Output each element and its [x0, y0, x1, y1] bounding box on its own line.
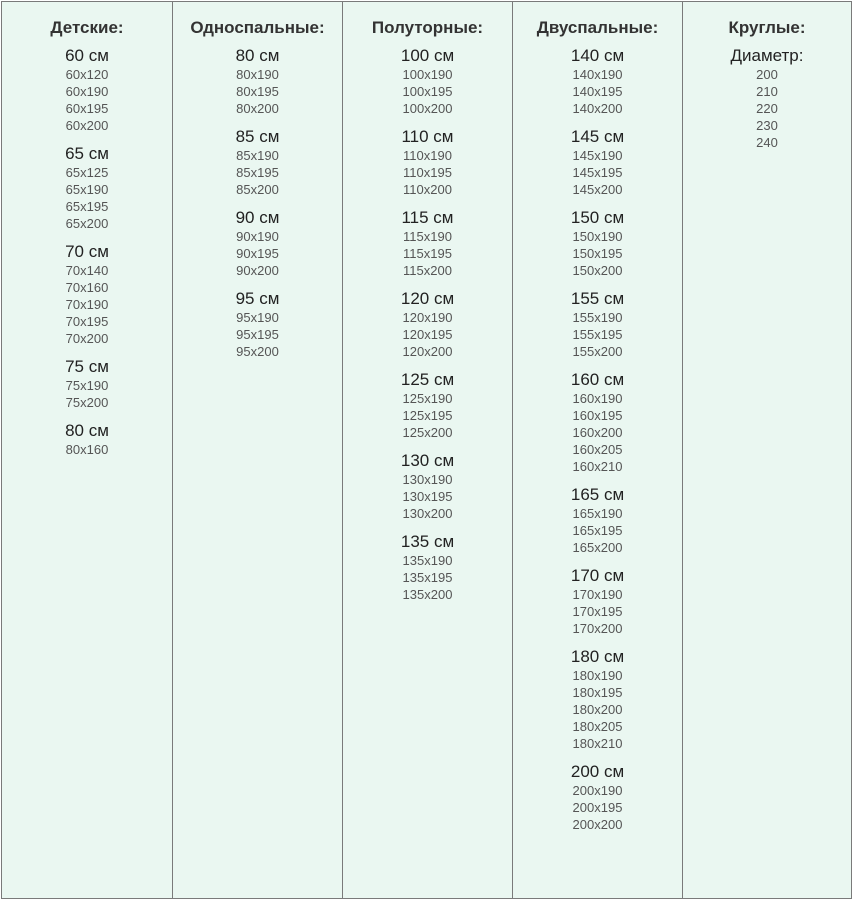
- size-item: 135x190: [402, 553, 453, 568]
- size-group-title: 160 см: [570, 370, 625, 389]
- size-groups: [2, 44, 172, 458]
- size-group: [513, 485, 682, 556]
- size-item: 165x200: [572, 540, 623, 555]
- size-item: 150x195: [572, 246, 623, 261]
- size-item: 120x190: [402, 310, 453, 325]
- size-item: 95x195: [236, 327, 279, 342]
- size-group-title: 75 см: [65, 357, 109, 376]
- size-item: 90x190: [236, 229, 279, 244]
- size-group-title: 200 см: [570, 762, 625, 781]
- size-group-title: 155 см: [570, 289, 625, 308]
- size-item: 165x190: [572, 506, 623, 521]
- size-item: 75x190: [65, 378, 109, 393]
- size-item: 135x200: [402, 587, 453, 602]
- size-item: 115x195: [403, 246, 452, 261]
- size-item: 160x210: [572, 459, 623, 474]
- size-group-title: 145 см: [570, 127, 625, 146]
- size-group-title: 65 см: [65, 144, 109, 163]
- column-round: [683, 2, 851, 898]
- size-group: [513, 647, 682, 752]
- size-item: 110x195: [403, 165, 452, 180]
- size-item: 115x190: [403, 229, 452, 244]
- size-group: [343, 46, 512, 117]
- size-item: 70x190: [65, 297, 109, 312]
- size-item: 120x200: [402, 344, 453, 359]
- size-item: 125x190: [402, 391, 453, 406]
- size-item: 200: [756, 67, 778, 82]
- size-group: [173, 208, 342, 279]
- size-group: [513, 762, 682, 833]
- size-item: 60x195: [65, 101, 109, 116]
- size-item: 85x200: [236, 182, 279, 197]
- size-item: 160x195: [572, 408, 623, 423]
- column-header: Круглые:: [728, 18, 806, 37]
- size-group: [2, 144, 172, 232]
- size-item: 85x190: [236, 148, 279, 163]
- size-item: 80x190: [236, 67, 279, 82]
- size-item: 200x200: [572, 817, 623, 832]
- column-single: [173, 2, 343, 898]
- size-item: 230: [756, 118, 778, 133]
- size-group-title: 110 см: [401, 127, 454, 146]
- size-item: 140x195: [572, 84, 623, 99]
- size-group-title: 80 см: [235, 46, 280, 65]
- size-group-title: 180 см: [570, 647, 625, 666]
- size-group: [343, 127, 512, 198]
- size-item: 150x200: [572, 263, 623, 278]
- size-item: 70x195: [65, 314, 109, 329]
- size-group-title: 140 см: [570, 46, 625, 65]
- size-group-title: 100 см: [400, 46, 455, 65]
- size-item: 160x200: [572, 425, 623, 440]
- size-item: 85x195: [236, 165, 279, 180]
- size-groups: [513, 44, 682, 833]
- size-item: 65x200: [65, 216, 109, 231]
- size-group-title: 125 см: [400, 370, 455, 389]
- size-group-title: 80 см: [65, 421, 109, 440]
- size-item: 80x160: [65, 442, 109, 457]
- size-item: 210: [756, 84, 778, 99]
- size-group-title: Диаметр:: [730, 46, 804, 65]
- size-item: 145x190: [572, 148, 623, 163]
- size-group: [2, 46, 172, 134]
- size-item: 180x205: [572, 719, 623, 734]
- size-group: [513, 566, 682, 637]
- size-item: 100x200: [402, 101, 453, 116]
- column-one-and-half: [343, 2, 513, 898]
- size-group: [343, 451, 512, 522]
- size-group-title: 85 см: [235, 127, 280, 146]
- size-item: 160x190: [572, 391, 623, 406]
- size-item: 180x200: [572, 702, 623, 717]
- size-item: 145x195: [572, 165, 623, 180]
- size-group-title: 90 см: [235, 208, 280, 227]
- size-item: 110x200: [403, 182, 452, 197]
- size-group: [513, 46, 682, 117]
- size-item: 240: [756, 135, 778, 150]
- size-group: [683, 46, 851, 151]
- mattress-size-table: [1, 1, 852, 899]
- size-item: 140x190: [572, 67, 623, 82]
- size-item: 170x190: [572, 587, 623, 602]
- size-group-title: 115 см: [401, 208, 454, 227]
- size-item: 75x200: [65, 395, 109, 410]
- size-item: 90x200: [236, 263, 279, 278]
- size-group-title: 170 см: [570, 566, 625, 585]
- size-item: 100x195: [402, 84, 453, 99]
- size-item: 65x125: [65, 165, 109, 180]
- size-group: [173, 127, 342, 198]
- size-item: 95x190: [236, 310, 279, 325]
- size-group: [513, 370, 682, 475]
- size-item: 130x200: [402, 506, 453, 521]
- size-group-title: 70 см: [65, 242, 109, 261]
- column-double: [513, 2, 683, 898]
- size-item: 80x200: [236, 101, 279, 116]
- size-group-title: 120 см: [400, 289, 455, 308]
- size-item: 180x195: [572, 685, 623, 700]
- size-item: 80x195: [236, 84, 279, 99]
- size-group: [343, 532, 512, 603]
- size-item: 70x160: [65, 280, 109, 295]
- size-group-title: 95 см: [235, 289, 280, 308]
- size-item: 200x190: [572, 783, 623, 798]
- size-group: [343, 370, 512, 441]
- size-group: [343, 289, 512, 360]
- size-item: 125x200: [402, 425, 453, 440]
- size-group-title: 130 см: [400, 451, 455, 470]
- column-header: Двуспальные:: [536, 18, 659, 37]
- size-item: 60x190: [65, 84, 109, 99]
- size-group-title: 60 см: [65, 46, 109, 65]
- size-item: 130x195: [402, 489, 453, 504]
- size-item: 155x195: [572, 327, 623, 342]
- size-item: 220: [756, 101, 778, 116]
- size-group: [2, 357, 172, 411]
- size-group: [513, 208, 682, 279]
- size-item: 155x200: [572, 344, 623, 359]
- size-item: 120x195: [402, 327, 453, 342]
- column-header: Односпальные:: [190, 18, 325, 37]
- size-item: 160x205: [572, 442, 623, 457]
- size-item: 110x190: [403, 148, 452, 163]
- size-group-title: 135 см: [400, 532, 455, 551]
- column-header: Полуторные:: [371, 18, 484, 37]
- size-item: 100x190: [402, 67, 453, 82]
- size-item: 60x120: [65, 67, 109, 82]
- size-item: 170x200: [572, 621, 623, 636]
- size-item: 180x190: [572, 668, 623, 683]
- column-kids: [2, 2, 173, 898]
- size-item: 155x190: [572, 310, 623, 325]
- size-item: 60x200: [65, 118, 109, 133]
- size-item: 70x140: [65, 263, 109, 278]
- size-item: 145x200: [572, 182, 623, 197]
- size-group-title: 150 см: [570, 208, 625, 227]
- size-group: [2, 421, 172, 458]
- size-group: [173, 46, 342, 117]
- size-item: 65x190: [65, 182, 109, 197]
- size-item: 90x195: [236, 246, 279, 261]
- size-groups: [683, 44, 851, 151]
- size-groups: [343, 44, 512, 603]
- size-item: 170x195: [572, 604, 623, 619]
- size-group-title: 165 см: [570, 485, 625, 504]
- size-item: 65x195: [65, 199, 109, 214]
- size-item: 70x200: [65, 331, 109, 346]
- size-item: 130x190: [402, 472, 453, 487]
- size-item: 165x195: [572, 523, 623, 538]
- size-groups: [173, 44, 342, 360]
- size-item: 125x195: [402, 408, 453, 423]
- size-item: 150x190: [572, 229, 623, 244]
- column-header: Детские:: [50, 18, 124, 37]
- size-group: [173, 289, 342, 360]
- size-item: 115x200: [403, 263, 452, 278]
- size-item: 200x195: [572, 800, 623, 815]
- size-group: [343, 208, 512, 279]
- size-group: [2, 242, 172, 347]
- size-item: 180x210: [572, 736, 623, 751]
- size-item: 135x195: [402, 570, 453, 585]
- size-item: 140x200: [572, 101, 623, 116]
- size-group: [513, 127, 682, 198]
- size-item: 95x200: [236, 344, 279, 359]
- size-group: [513, 289, 682, 360]
